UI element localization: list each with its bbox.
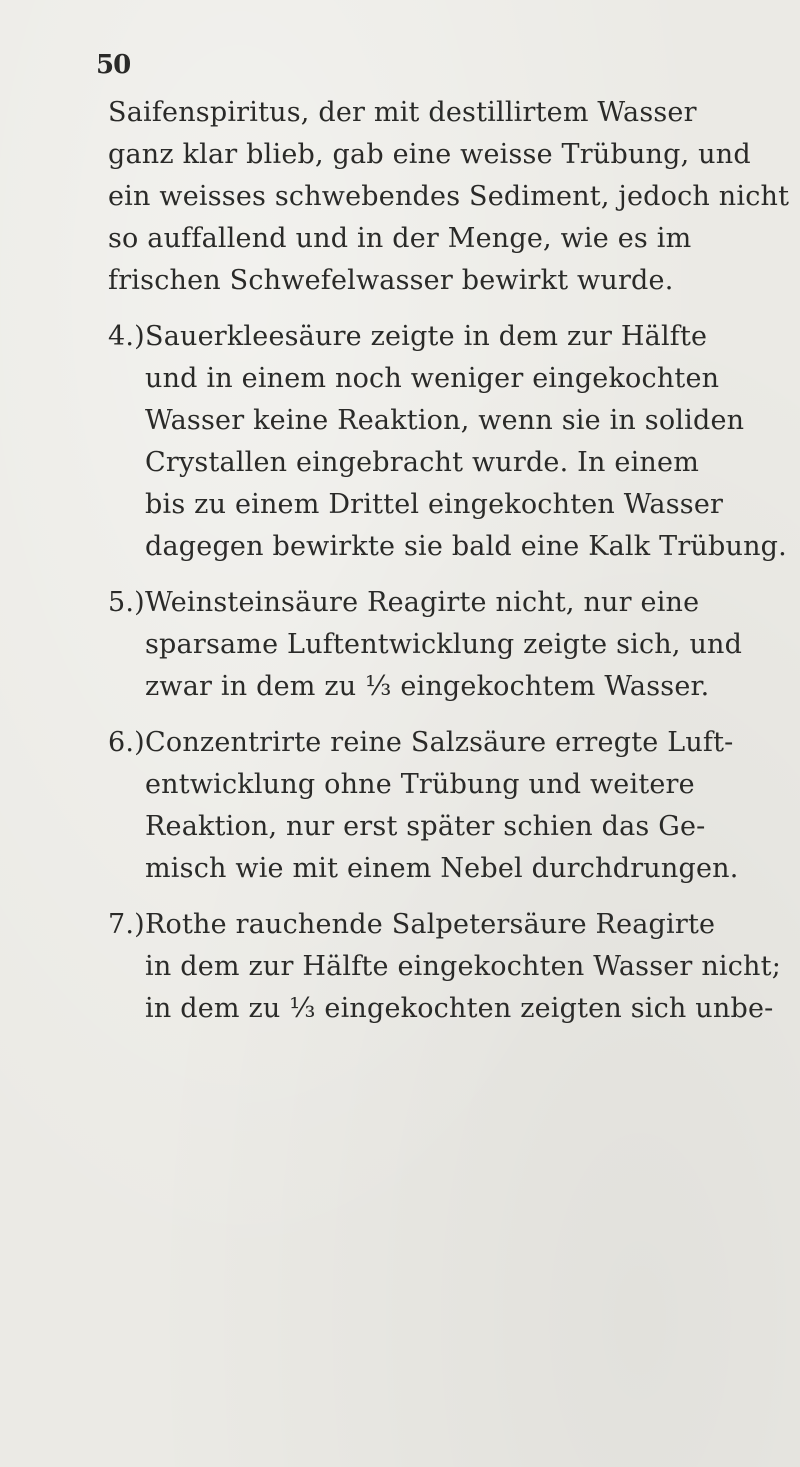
text-line: dagegen bewirkte sie bald eine Kalk Trübung. [145, 531, 787, 562]
paragraph-4 [108, 316, 788, 568]
text-line: Sauerkleesäure zeigte in dem zur Hälfte [145, 321, 708, 352]
page-number: 50 [96, 50, 131, 80]
text-line: zwar in dem zu ⅓ eingekochtem Wasser. [145, 671, 710, 702]
text-line: in dem zur Hälfte eingekochten Wasser nicht; [145, 951, 781, 982]
paragraph-continuation [108, 92, 788, 302]
body-text [108, 92, 788, 1030]
paragraph-7 [108, 904, 788, 1030]
text-line: Wasser keine Reaktion, wenn sie in soliden [145, 405, 745, 436]
text-line: Conzentrirte reine Salzsäure erregte Luft- [145, 727, 734, 758]
text-line: misch wie mit einem Nebel durchdrungen. [145, 853, 739, 884]
text-line: Saifenspiritus, der mit destillirtem Wasser [108, 97, 697, 128]
text-line: in dem zu ⅓ eingekochten zeigten sich unbe- [145, 993, 774, 1024]
text-line: bis zu einem Drittel eingekochten Wasser [145, 489, 724, 520]
text-line: ganz klar blieb, gab eine weisse Trübung, und [108, 139, 751, 170]
paragraph-number: 7.) [108, 909, 145, 940]
text-line: sparsame Luftentwicklung zeigte sich, und [145, 629, 743, 660]
paragraph-6 [108, 722, 788, 890]
paragraph-5 [108, 582, 788, 708]
text-line: frischen Schwefelwasser bewirkt wurde. [108, 265, 674, 296]
text-line: Rothe rauchende Salpetersäure Reagirte [145, 909, 716, 940]
text-line: und in einem noch weniger eingekochten [145, 363, 720, 394]
text-line: Reaktion, nur erst später schien das Ge- [145, 811, 706, 842]
text-line: Weinsteinsäure Reagirte nicht, nur eine [145, 587, 700, 618]
text-line: ein weisses schwebendes Sediment, jedoch nicht [108, 181, 790, 212]
paragraph-number: 4.) [108, 321, 145, 352]
text-line: so auffallend und in der Menge, wie es im [108, 223, 692, 254]
paragraph-number: 5.) [108, 587, 145, 618]
text-line: Crystallen eingebracht wurde. In einem [145, 447, 699, 478]
paragraph-number: 6.) [108, 727, 145, 758]
text-line: entwicklung ohne Trübung und weitere [145, 769, 695, 800]
